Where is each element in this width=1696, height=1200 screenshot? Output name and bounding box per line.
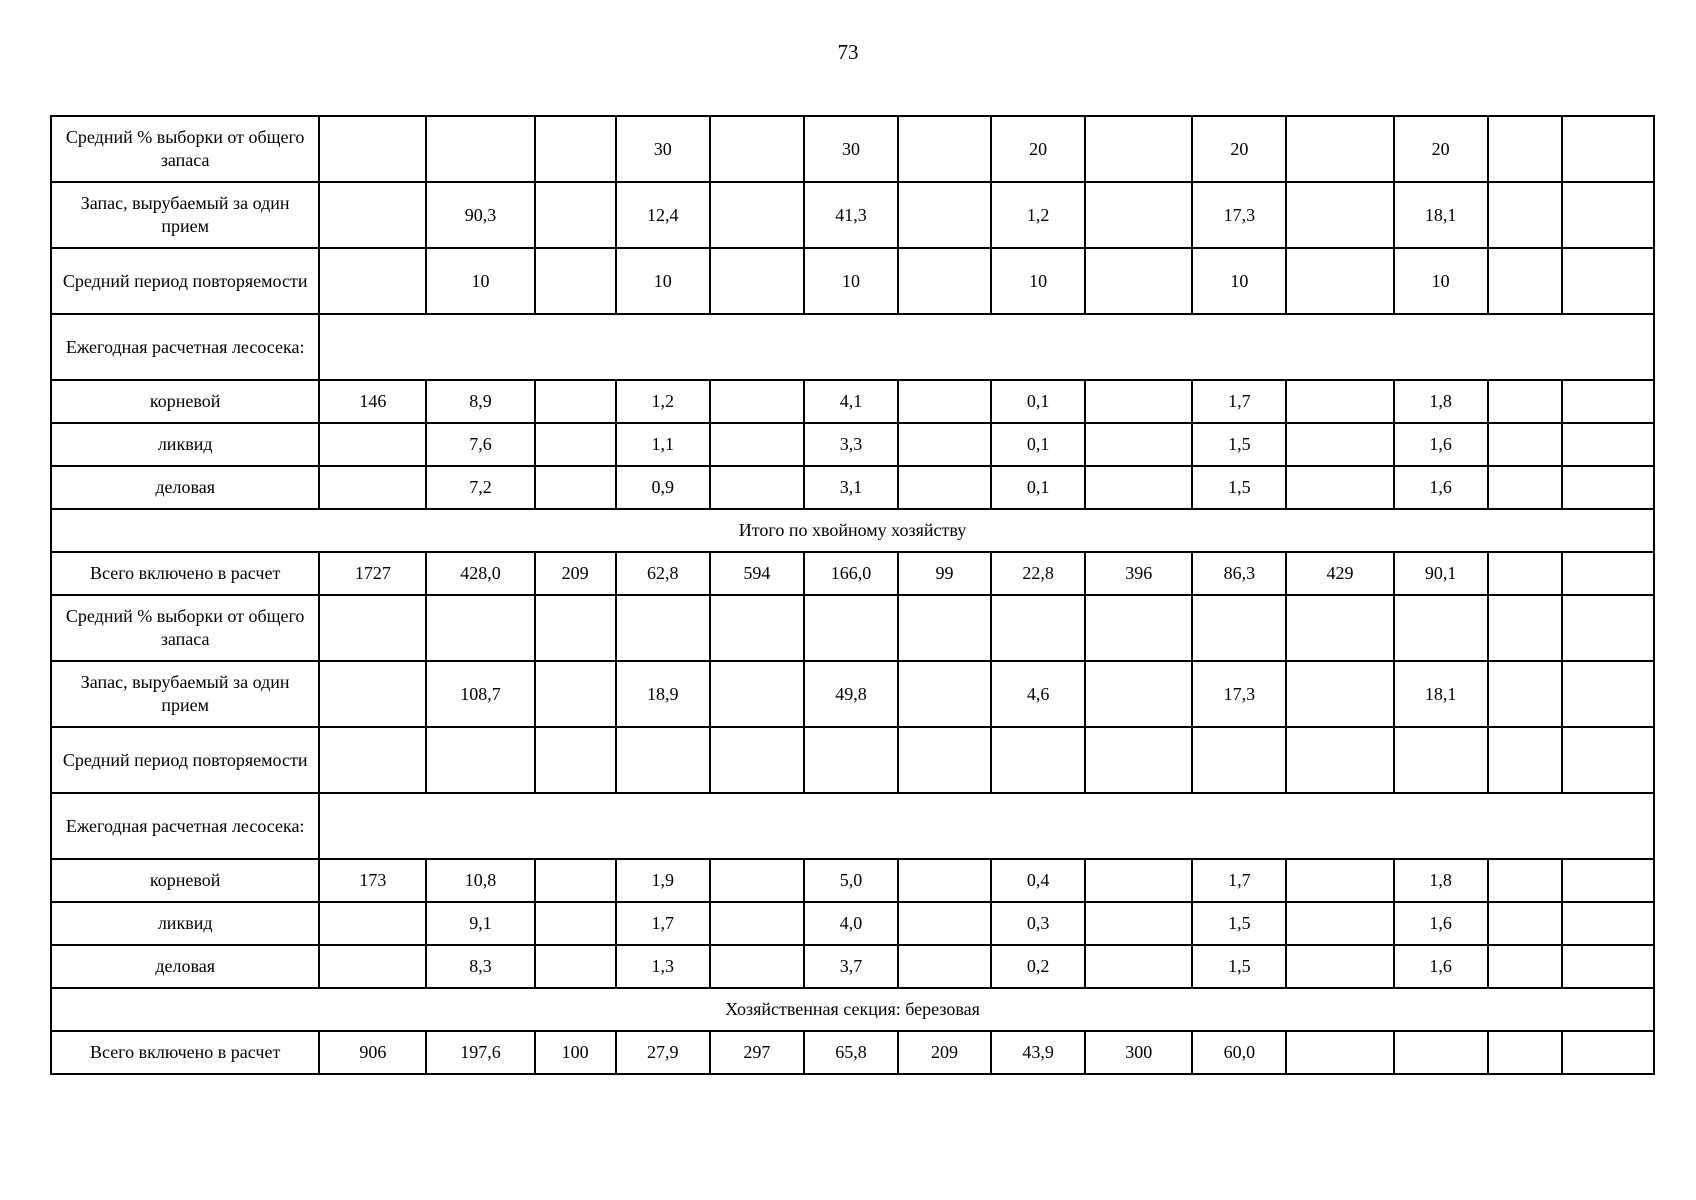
table-row: [51, 380, 1654, 423]
table-cell: [535, 466, 616, 509]
table-cell: 1,5: [1192, 466, 1286, 509]
table-cell: [1085, 945, 1192, 988]
table-row: [51, 727, 1654, 793]
table-cell: [1286, 380, 1393, 423]
table-cell: [710, 859, 804, 902]
row-label: ликвид: [51, 902, 319, 945]
table-cell: [898, 595, 991, 661]
table-cell: [1562, 423, 1654, 466]
table-cell: [319, 423, 426, 466]
table-cell: [991, 595, 1085, 661]
table-cell: 1,5: [1192, 423, 1286, 466]
table-cell: [1085, 661, 1192, 727]
table-cell: 4,1: [804, 380, 898, 423]
table-cell: [1488, 116, 1562, 182]
table-cell: [1562, 661, 1654, 727]
row-label: Запас, вырубаемый за один прием: [51, 182, 319, 248]
table-cell: [710, 116, 804, 182]
table-cell: [1562, 248, 1654, 314]
table-cell: 396: [1085, 552, 1192, 595]
table-cell: 1,7: [1192, 380, 1286, 423]
merged-empty-cell: [319, 793, 1654, 859]
table-cell: 108,7: [426, 661, 534, 727]
table-cell: [991, 727, 1085, 793]
table-cell: [1562, 380, 1654, 423]
table-cell: [1488, 466, 1562, 509]
table-row: [51, 423, 1654, 466]
table-row: [51, 859, 1654, 902]
row-label: Средний период повторяемости: [51, 727, 319, 793]
table-cell: [1488, 182, 1562, 248]
table-row: [51, 509, 1654, 552]
table-cell: 297: [710, 1031, 804, 1074]
table-cell: [1286, 1031, 1393, 1074]
table-cell: [1562, 945, 1654, 988]
table-cell: 10: [616, 248, 710, 314]
row-label: Средний % выборки от общего запаса: [51, 116, 319, 182]
row-label: Запас, вырубаемый за один прием: [51, 661, 319, 727]
table-cell: 906: [319, 1031, 426, 1074]
table-cell: [1286, 116, 1393, 182]
table-cell: [1488, 595, 1562, 661]
row-label: ликвид: [51, 423, 319, 466]
table-row: [51, 116, 1654, 182]
table-row: [51, 552, 1654, 595]
table-row: [51, 1031, 1654, 1074]
table-cell: [1286, 248, 1393, 314]
table-cell: [1488, 1031, 1562, 1074]
table-cell: [710, 423, 804, 466]
table-cell: [1085, 466, 1192, 509]
table-cell: [535, 661, 616, 727]
table-cell: 10,8: [426, 859, 534, 902]
table-cell: [1394, 595, 1488, 661]
table-cell: 166,0: [804, 552, 898, 595]
table-cell: 428,0: [426, 552, 534, 595]
table-cell: 1,8: [1394, 380, 1488, 423]
table-row: [51, 902, 1654, 945]
table-cell: 1,3: [616, 945, 710, 988]
table-row: [51, 314, 1654, 380]
table-cell: 41,3: [804, 182, 898, 248]
table-cell: 90,3: [426, 182, 534, 248]
table-cell: 62,8: [616, 552, 710, 595]
row-label: Всего включено в расчет: [51, 552, 319, 595]
table-cell: [535, 423, 616, 466]
table-cell: [1085, 902, 1192, 945]
table-cell: 5,0: [804, 859, 898, 902]
table-cell: 65,8: [804, 1031, 898, 1074]
table-row: [51, 988, 1654, 1031]
table-cell: [898, 466, 991, 509]
table-cell: 30: [804, 116, 898, 182]
table-cell: [1488, 380, 1562, 423]
table-cell: 20: [1394, 116, 1488, 182]
table-cell: [319, 116, 426, 182]
table-cell: [1286, 182, 1393, 248]
table-cell: [898, 423, 991, 466]
row-label: Средний период повторяемости: [51, 248, 319, 314]
table-cell: 146: [319, 380, 426, 423]
table-cell: [1562, 466, 1654, 509]
table-cell: [1488, 902, 1562, 945]
table-cell: 99: [898, 552, 991, 595]
table-cell: [710, 902, 804, 945]
table-cell: [1286, 466, 1393, 509]
table-cell: 17,3: [1192, 661, 1286, 727]
table-cell: 594: [710, 552, 804, 595]
table-cell: 0,3: [991, 902, 1085, 945]
table-cell: [319, 466, 426, 509]
table-cell: [535, 859, 616, 902]
table-row: [51, 595, 1654, 661]
table-cell: 10: [1192, 248, 1286, 314]
table-cell: [535, 902, 616, 945]
table-cell: 18,9: [616, 661, 710, 727]
table-cell: 4,0: [804, 902, 898, 945]
table-cell: 4,6: [991, 661, 1085, 727]
table-cell: 7,2: [426, 466, 534, 509]
table-cell: [1488, 945, 1562, 988]
table-cell: 1,1: [616, 423, 710, 466]
table-cell: [710, 466, 804, 509]
table-row: [51, 661, 1654, 727]
table-cell: [710, 727, 804, 793]
table-cell: 1727: [319, 552, 426, 595]
table-cell: [1085, 380, 1192, 423]
table-cell: [319, 595, 426, 661]
table-cell: [319, 902, 426, 945]
table-cell: [804, 595, 898, 661]
table-cell: 7,6: [426, 423, 534, 466]
table-cell: 49,8: [804, 661, 898, 727]
table-cell: [535, 116, 616, 182]
table-row: [51, 182, 1654, 248]
table-cell: [535, 248, 616, 314]
table-cell: 30: [616, 116, 710, 182]
table-cell: [319, 661, 426, 727]
table-cell: 60,0: [1192, 1031, 1286, 1074]
table-cell: [426, 116, 534, 182]
table-cell: [898, 859, 991, 902]
table-cell: [535, 182, 616, 248]
row-label: Ежегодная расчетная лесосека:: [51, 314, 319, 380]
row-label: корневой: [51, 859, 319, 902]
table-cell: [1085, 116, 1192, 182]
table-cell: [898, 380, 991, 423]
table-cell: [319, 727, 426, 793]
table-cell: 1,6: [1394, 466, 1488, 509]
table-cell: [1286, 423, 1393, 466]
table-cell: [898, 945, 991, 988]
table-row: [51, 945, 1654, 988]
table-cell: [710, 595, 804, 661]
table-cell: 90,1: [1394, 552, 1488, 595]
table-cell: [1286, 595, 1393, 661]
table-cell: [616, 595, 710, 661]
table-cell: 0,1: [991, 423, 1085, 466]
table-cell: [535, 595, 616, 661]
table-cell: 1,6: [1394, 945, 1488, 988]
table-cell: 1,5: [1192, 902, 1286, 945]
table-cell: [1286, 902, 1393, 945]
table-cell: 1,7: [1192, 859, 1286, 902]
table-cell: [1286, 859, 1393, 902]
table-cell: 209: [898, 1031, 991, 1074]
table-cell: 1,7: [616, 902, 710, 945]
table-row: [51, 793, 1654, 859]
table-cell: 1,2: [991, 182, 1085, 248]
table-cell: 10: [426, 248, 534, 314]
table-cell: [898, 116, 991, 182]
table-cell: [898, 248, 991, 314]
table-cell: [1488, 552, 1562, 595]
table-cell: [1488, 661, 1562, 727]
table-cell: [1562, 902, 1654, 945]
table-cell: [1085, 423, 1192, 466]
table-cell: 10: [804, 248, 898, 314]
table-cell: [535, 727, 616, 793]
table-cell: [804, 727, 898, 793]
table-cell: [535, 380, 616, 423]
table-cell: [1192, 727, 1286, 793]
table-cell: 20: [1192, 116, 1286, 182]
table-cell: 3,3: [804, 423, 898, 466]
table-cell: 0,2: [991, 945, 1085, 988]
table-cell: 100: [535, 1031, 616, 1074]
table-cell: 22,8: [991, 552, 1085, 595]
table-cell: [1085, 859, 1192, 902]
section-header: Хозяйственная секция: березовая: [51, 988, 1654, 1031]
table-cell: [616, 727, 710, 793]
table-cell: 300: [1085, 1031, 1192, 1074]
table-cell: 8,3: [426, 945, 534, 988]
table-cell: 0,4: [991, 859, 1085, 902]
table-cell: [1562, 182, 1654, 248]
table-cell: 18,1: [1394, 182, 1488, 248]
row-label: Всего включено в расчет: [51, 1031, 319, 1074]
table-cell: 173: [319, 859, 426, 902]
table-cell: 9,1: [426, 902, 534, 945]
table-cell: 86,3: [1192, 552, 1286, 595]
table-cell: [710, 380, 804, 423]
table-cell: 43,9: [991, 1031, 1085, 1074]
table-cell: 1,6: [1394, 902, 1488, 945]
table-row: [51, 248, 1654, 314]
table-cell: [1488, 248, 1562, 314]
row-label: Ежегодная расчетная лесосека:: [51, 793, 319, 859]
table-cell: 12,4: [616, 182, 710, 248]
table-cell: [898, 182, 991, 248]
table-cell: [898, 902, 991, 945]
table-cell: 8,9: [426, 380, 534, 423]
table-cell: [1488, 859, 1562, 902]
table-cell: [319, 945, 426, 988]
table-cell: 27,9: [616, 1031, 710, 1074]
forest-yield-table: [50, 115, 1655, 1075]
table-cell: [1394, 727, 1488, 793]
table-cell: [1085, 727, 1192, 793]
row-label: корневой: [51, 380, 319, 423]
table-cell: 0,1: [991, 380, 1085, 423]
table-cell: [898, 661, 991, 727]
table-cell: [319, 182, 426, 248]
table-cell: [1488, 727, 1562, 793]
table-row: [51, 466, 1654, 509]
table-cell: [710, 945, 804, 988]
table-cell: 1,6: [1394, 423, 1488, 466]
table-cell: [1562, 552, 1654, 595]
table-cell: 10: [991, 248, 1085, 314]
table-cell: 0,9: [616, 466, 710, 509]
table-cell: [1192, 595, 1286, 661]
table-cell: [1562, 595, 1654, 661]
table-cell: 3,1: [804, 466, 898, 509]
table-cell: [1085, 595, 1192, 661]
table-cell: [1085, 182, 1192, 248]
table-cell: 3,7: [804, 945, 898, 988]
table-cell: [535, 945, 616, 988]
table-cell: 429: [1286, 552, 1393, 595]
merged-empty-cell: [319, 314, 1654, 380]
table-cell: 1,5: [1192, 945, 1286, 988]
row-label: деловая: [51, 466, 319, 509]
table-cell: [1562, 859, 1654, 902]
table-cell: 0,1: [991, 466, 1085, 509]
table-cell: 1,2: [616, 380, 710, 423]
table-cell: 10: [1394, 248, 1488, 314]
table-cell: [1394, 1031, 1488, 1074]
table-cell: 18,1: [1394, 661, 1488, 727]
table-cell: 20: [991, 116, 1085, 182]
table-cell: [426, 595, 534, 661]
table-cell: [1286, 661, 1393, 727]
table-cell: [710, 182, 804, 248]
table-cell: 197,6: [426, 1031, 534, 1074]
table-cell: [1286, 945, 1393, 988]
table-cell: 1,9: [616, 859, 710, 902]
table-cell: 17,3: [1192, 182, 1286, 248]
section-header: Итого по хвойному хозяйству: [51, 509, 1654, 552]
page-number: 73: [837, 40, 859, 64]
table-cell: [1562, 1031, 1654, 1074]
table-cell: [1286, 727, 1393, 793]
table-cell: [1488, 423, 1562, 466]
row-label: деловая: [51, 945, 319, 988]
table-cell: [710, 661, 804, 727]
table-cell: [426, 727, 534, 793]
table-cell: 1,8: [1394, 859, 1488, 902]
table-cell: [898, 727, 991, 793]
table-cell: [319, 248, 426, 314]
table-cell: 209: [535, 552, 616, 595]
table-cell: [1085, 248, 1192, 314]
row-label: Средний % выборки от общего запаса: [51, 595, 319, 661]
table-cell: [1562, 116, 1654, 182]
table-cell: [1562, 727, 1654, 793]
table-cell: [710, 248, 804, 314]
